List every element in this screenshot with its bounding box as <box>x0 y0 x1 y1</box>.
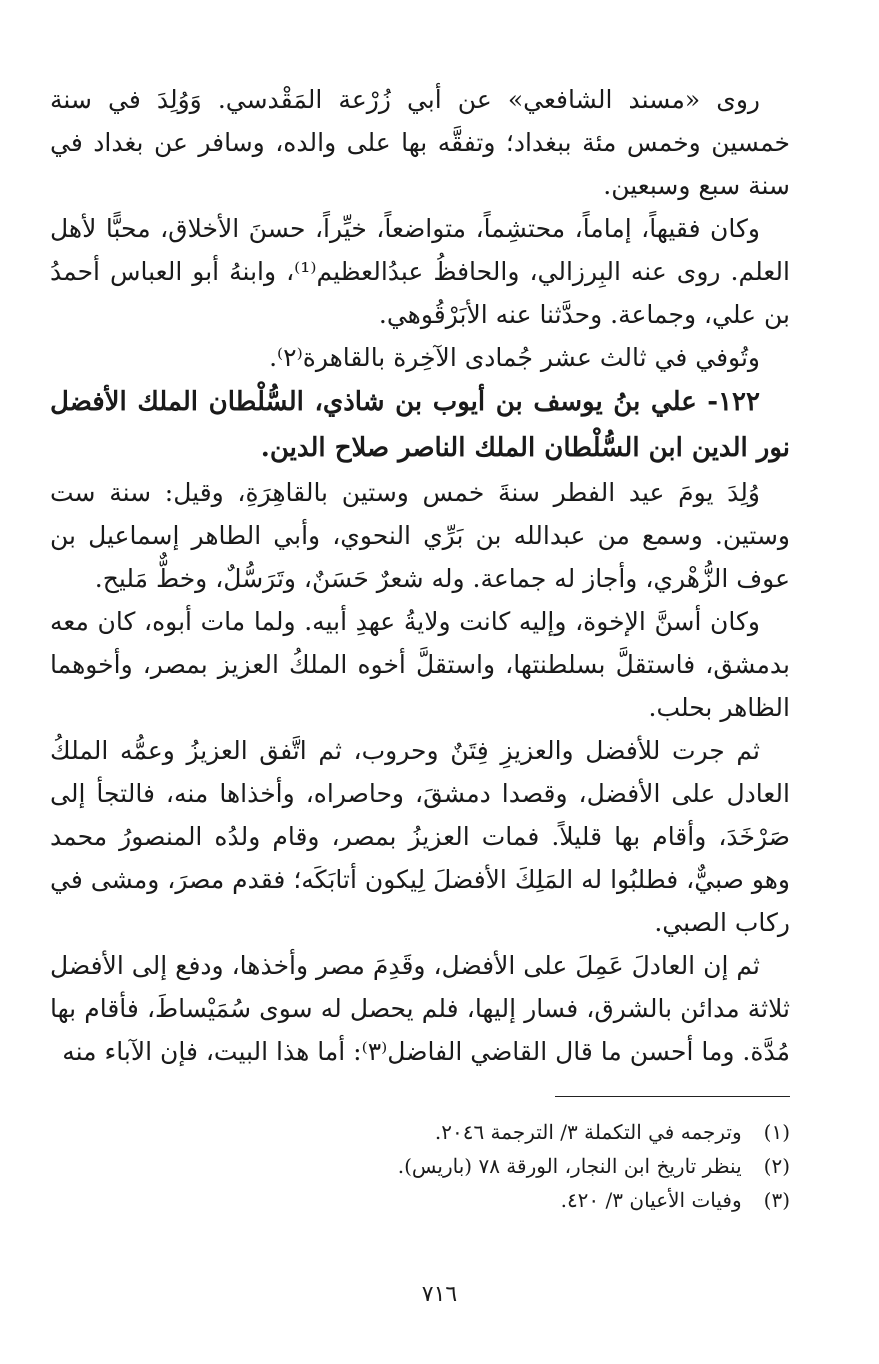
paragraph: روى «مسند الشافعي» عن أبي زُرْعة المَقْدسي. وَوُلِدَ في سنة خمسين وخمس مئة ببغداد؛ وتفقَّه بها على والده، وسافر عن بغداد في سنة سبع وسبعين. <box>50 85 790 200</box>
footnote-text: وفيات الأعيان ٣/ ٤٢٠. <box>560 1188 742 1212</box>
page-body <box>50 78 790 1073</box>
paragraph: وكان فقيهاً، إماماً، محتشِماً، متواضعاً، خيِّراً، حسنَ الأخلاق، محبًّا لأهل العلم. روى عنه البِرزالي، والحافظُ عبدُالعظيم⁽¹⁾، وابنهُ أبو العباس أحمدُ بن علي، وجماعة. وحدَّثنا عنه الأبَرْقُوهي. <box>50 214 790 329</box>
entry-heading: ١٢٢- علي بنُ يوسف بن أيوب بن شاذي، السُّلْطان الملك الأفضل نور الدين ابن السُّلْطان الملك الناصر صلاح الدين. <box>50 387 790 463</box>
footnote-text: ينظر تاريخ ابن النجار، الورقة ٧٨ (باريس). <box>397 1154 742 1178</box>
paragraph: وتُوفي في ثالث عشر جُمادى الآخِرة بالقاهرة⁽٢⁾. <box>269 343 760 372</box>
paragraph: ثم جرت للأفضل والعزيزِ فِتَنٌ وحروب، ثم اتَّفق العزيزُ وعمُّه الملكُ العادل على الأفضل، وقصدا دمشقَ، وحاصراه، وأخذاها منه، فالتجأ إلى صَرْخَدَ، وأقام بها قليلاً. فمات العزيزُ بمصر، وقام ولدُه المنصورُ محمد وهو صبيٌّ، فطلبُوا له المَلِكَ الأفضلَ لِيكون أتابَكَه؛ فقدم مصرَ، ومشى في ركاب الصبي. <box>50 736 790 937</box>
paragraph: ثم إن العادلَ عَمِلَ على الأفضل، وقَدِمَ مصر وأخذها، ودفع إلى الأفضل ثلاثة مدائن بالشرق، فسار إليها، فلم يحصل له سوى سُمَيْساطَ، فأقام بها مُدَّة. وما أحسن ما قال القاضي الفاضل⁽٣⁾: أما هذا البيت، فإن الآباء منه <box>50 951 790 1066</box>
footnote <box>50 1149 790 1183</box>
footnote <box>50 1115 790 1149</box>
footnote-number: (٣) <box>763 1188 790 1212</box>
footnote-number: (١) <box>763 1120 790 1144</box>
page-number: ٧١٦ <box>421 1282 458 1307</box>
footnote-text: وترجمه في التكملة ٣/ الترجمة ٢٠٤٦. <box>434 1120 742 1144</box>
footnote <box>50 1183 790 1217</box>
footnote-number: (٢) <box>763 1154 790 1178</box>
paragraph: وُلِدَ يومَ عيد الفطر سنةَ خمس وستين بالقاهِرَةِ، وقيل: سنة ست وستين. وسمع من عبدالله بن بَرِّي النحوي، وأبي الطاهر إسماعيل بن عوف الزُّهْري، وأجاز له جماعة. وله شعرٌ حَسَنٌ، وتَرَسُّلٌ، وخطٌّ مَليح. <box>50 478 790 593</box>
paragraph: وكان أسنَّ الإخوة، وإليه كانت ولايةُ عهدِ أبيه. ولما مات أبوه، كان معه بدمشق، فاستقلَّ بسلطنتها، واستقلَّ أخوه الملكُ العزيز بمصر، وأخوهما الظاهر بحلب. <box>50 607 790 722</box>
footnote-divider <box>555 1096 790 1097</box>
footnotes <box>50 1115 790 1217</box>
